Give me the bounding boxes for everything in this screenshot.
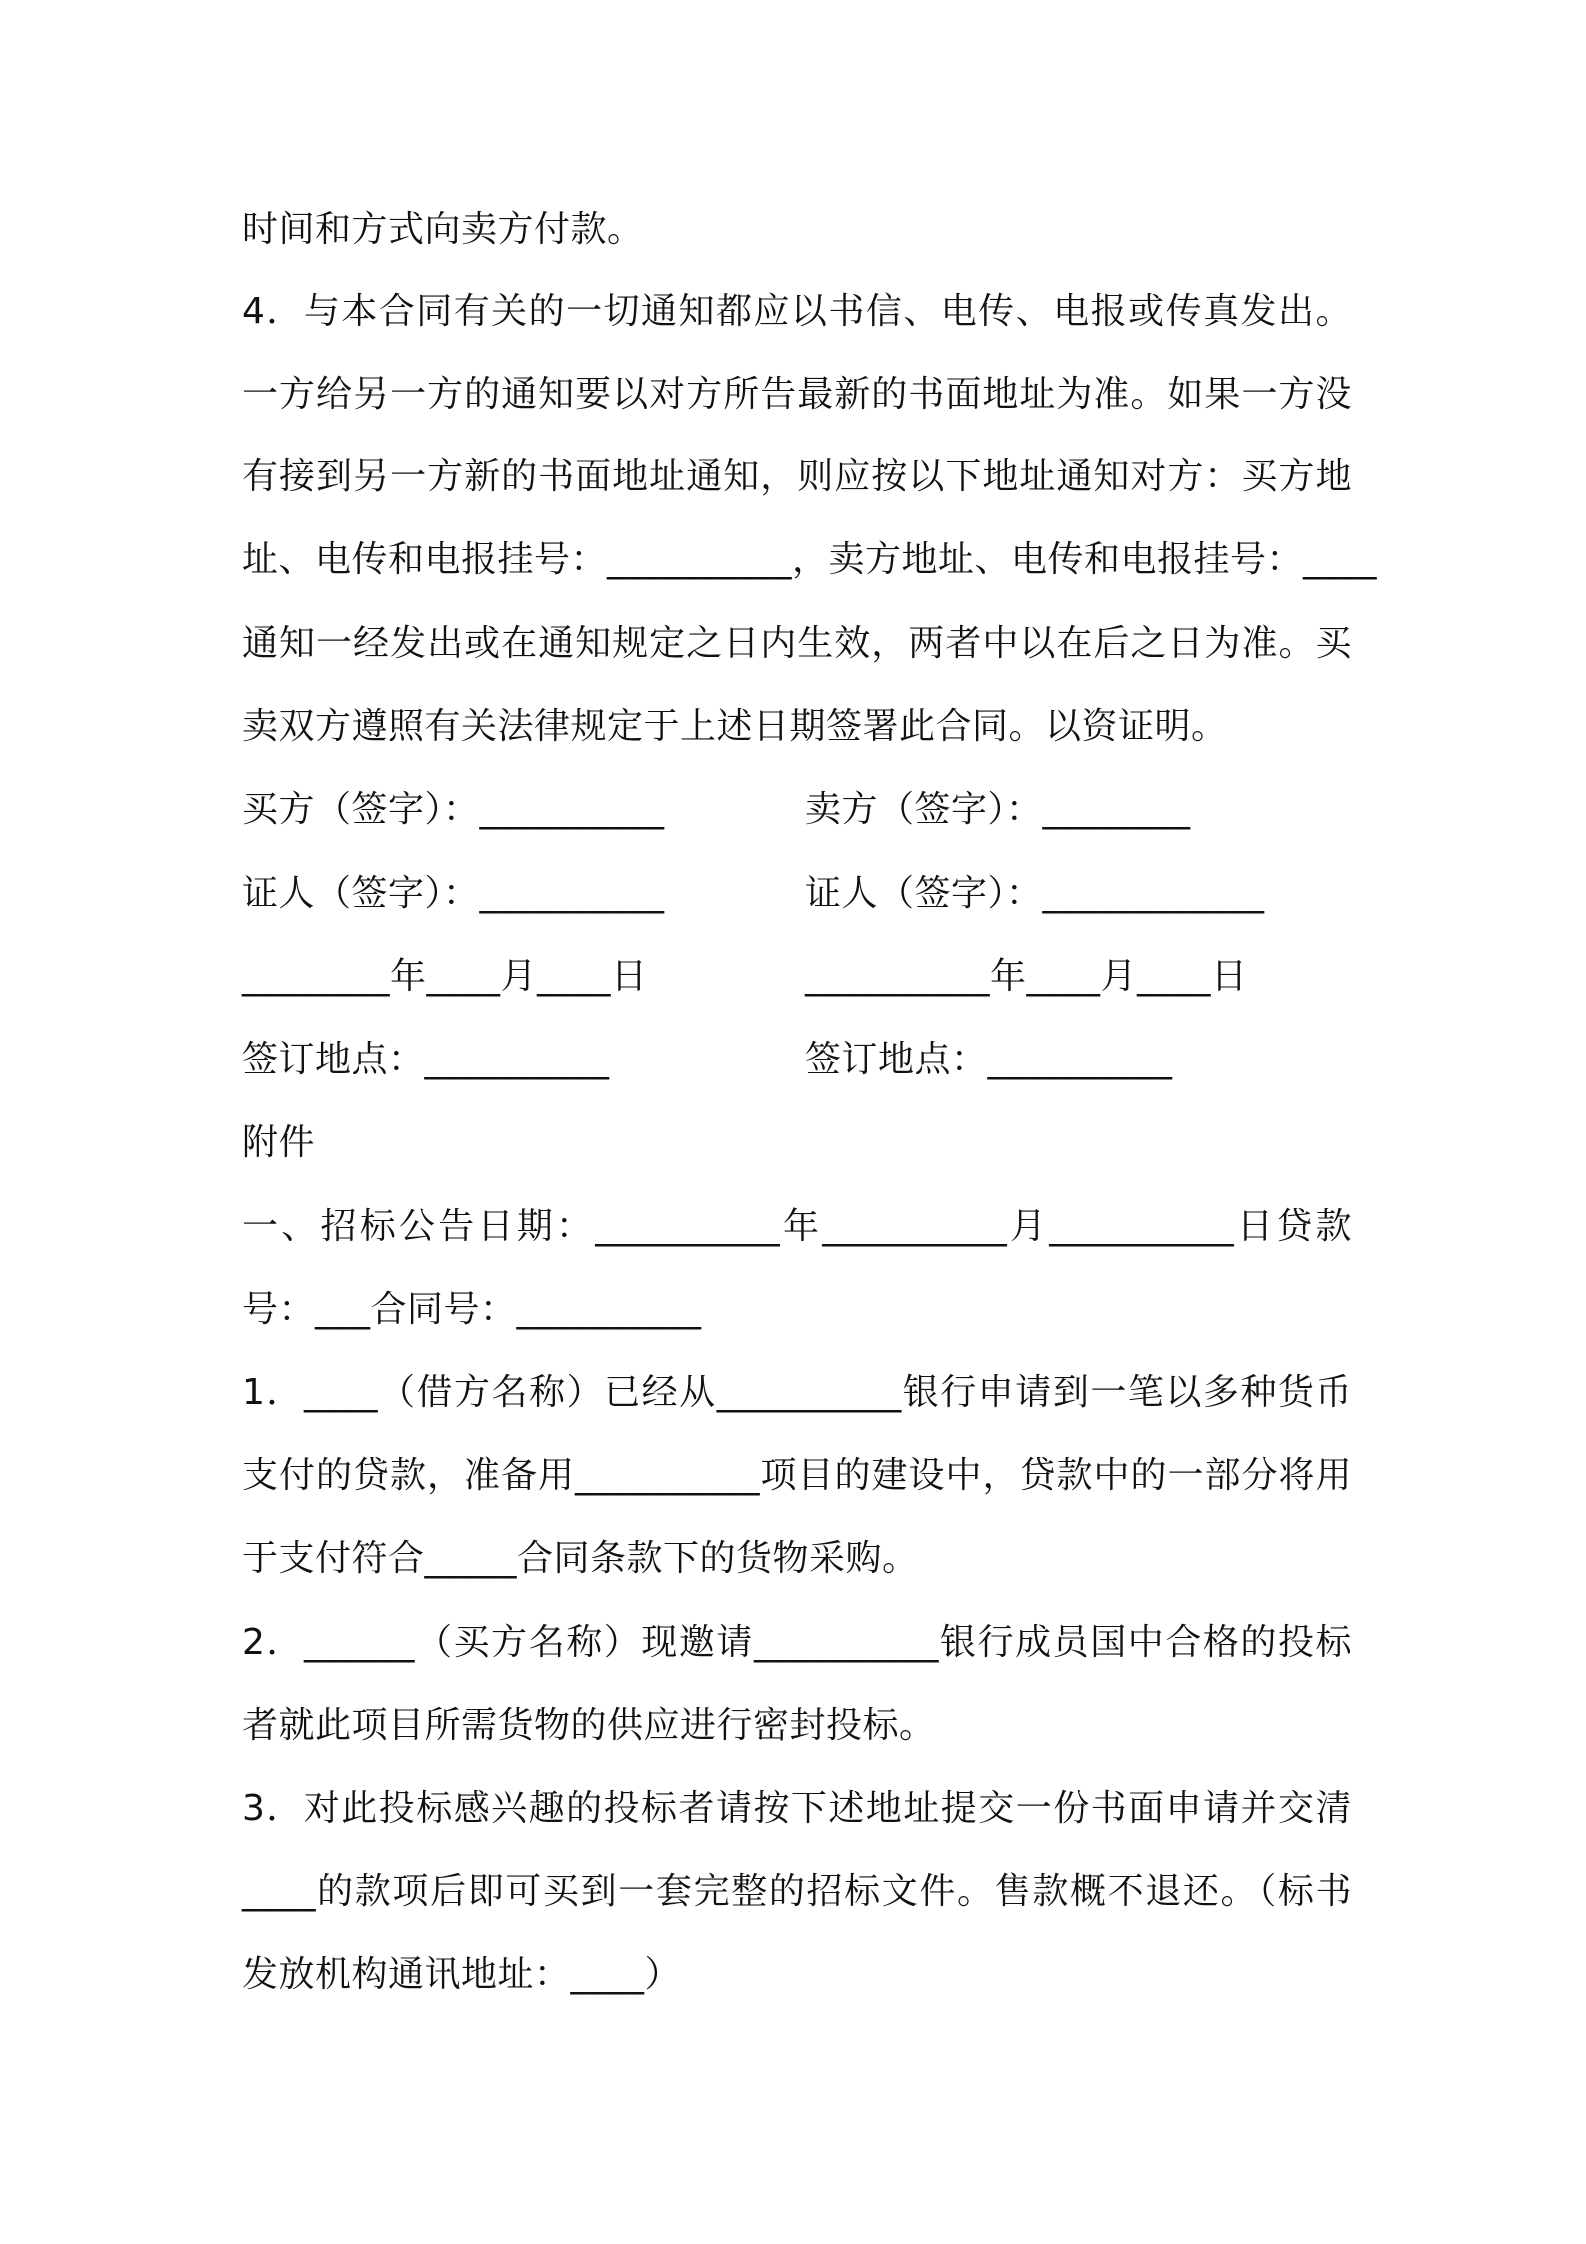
paragraph-line: 通知一经发出或在通知规定之日内生效，两者中以在后之日为准。买: [242, 623, 1352, 664]
attachment-line: 发放机构通讯地址：____）: [242, 1954, 682, 1995]
signing-place-left: 签订地点：__________: [242, 1039, 610, 1080]
attachment-line: 2．______（买方名称）现邀请__________银行成员国中合格的投标: [242, 1622, 1352, 1663]
paragraph-line: 有接到另一方新的书面地址通知，则应按以下地址通知对方：买方地: [242, 456, 1352, 497]
signing-place-right: 签订地点：__________: [805, 1039, 1173, 1080]
attachment-heading: 附件: [242, 1122, 316, 1163]
witness-signature-left: 证人（签字）：__________: [242, 873, 665, 914]
seller-signature: 卖方（签字）：________: [805, 789, 1191, 830]
attachment-line: 于支付符合_____合同条款下的货物采购。: [242, 1538, 919, 1579]
paragraph-line: 卖双方遵照有关法律规定于上述日期签署此合同。以资证明。: [242, 706, 1228, 747]
paragraph-line: 4．与本合同有关的一切通知都应以书信、电传、电报或传真发出。: [242, 291, 1352, 332]
date-right: __________年____月____日: [805, 956, 1248, 997]
attachment-line: 支付的贷款，准备用__________项目的建设中，贷款中的一部分将用: [242, 1455, 1352, 1496]
witness-signature-right: 证人（签字）：____________: [805, 873, 1265, 914]
paragraph-line: 址、电传和电报挂号：__________，卖方地址、电传和电报挂号：____: [242, 539, 1378, 580]
attachment-line: 3．对此投标感兴趣的投标者请按下述地址提交一份书面申请并交清: [242, 1788, 1352, 1829]
attachment-line: 号：___合同号：__________: [242, 1289, 702, 1330]
paragraph-line: 一方给另一方的通知要以对方所告最新的书面地址为准。如果一方没: [242, 374, 1352, 415]
attachment-line: ____的款项后即可买到一套完整的招标文件。售款概不退还。（标书: [242, 1871, 1352, 1912]
date-left: ________年____月____日: [242, 956, 648, 997]
attachment-line: 1．____（借方名称）已经从__________银行申请到一笔以多种货币: [242, 1372, 1352, 1413]
attachment-line: 者就此项目所需货物的供应进行密封投标。: [242, 1705, 936, 1746]
buyer-signature: 买方（签字）：__________: [242, 789, 665, 830]
paragraph-line: 时间和方式向卖方付款。: [242, 209, 644, 250]
attachment-line: 一、招标公告日期：__________年__________月__________日贷款: [242, 1206, 1352, 1247]
